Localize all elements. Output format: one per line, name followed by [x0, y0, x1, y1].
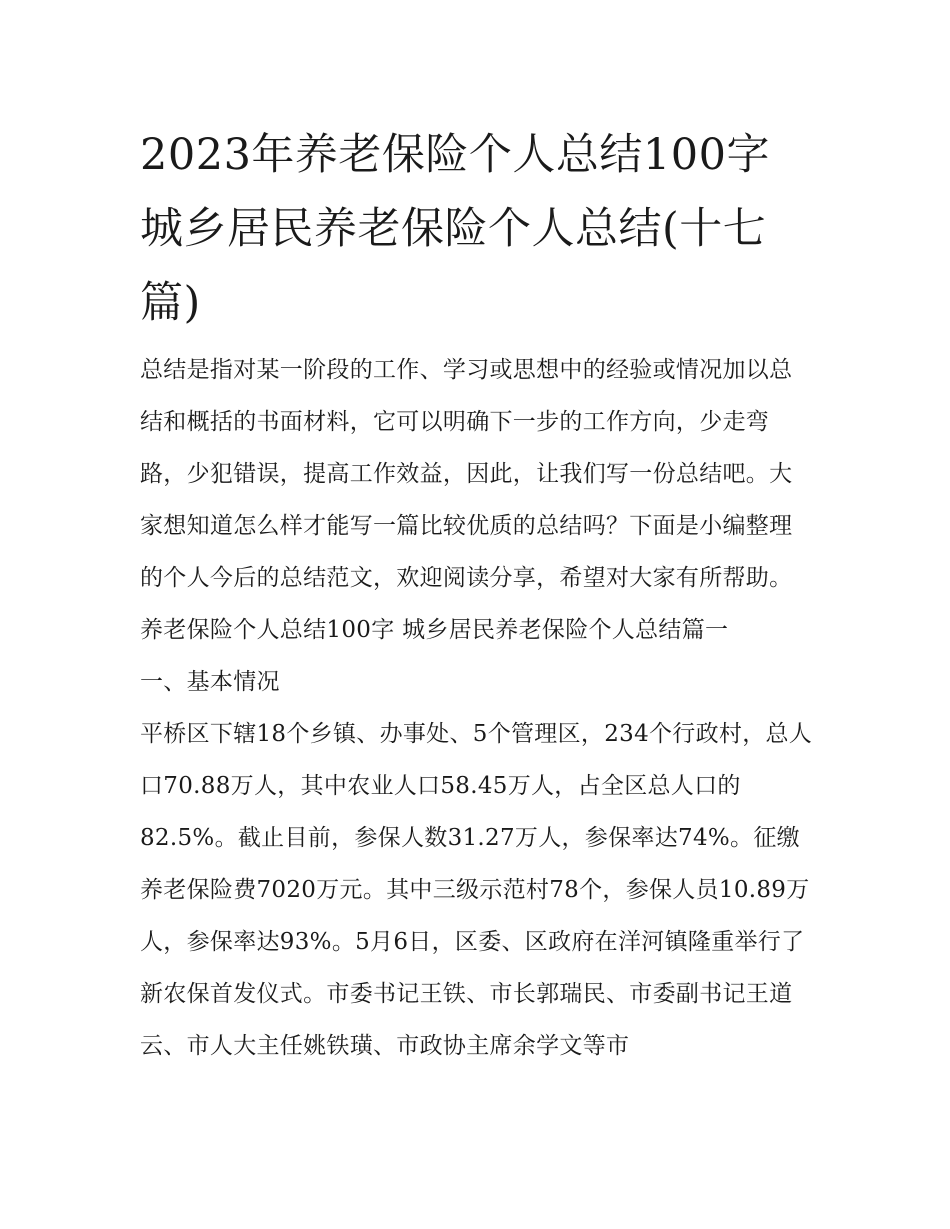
document-page: [140, 118, 815, 1072]
subsection-heading: 一、基本情况: [140, 669, 280, 695]
document-body: [140, 344, 815, 1072]
intro-paragraph: 总结是指对某一阶段的工作、学习或思想中的经验或情况加以总结和概括的书面材料，它可以明确下一步的工作方向，少走弯路，少犯错误，提高工作效益，因此，让我们写一份总结吧。大家想知道怎么样才能写一篇比较优质的总结吗？下面是小编整理的个人今后的总结范文，欢迎阅读分享，希望对大家有所帮助。: [140, 357, 793, 591]
document-title: 2023年养老保险个人总结100字 城乡居民养老保险个人总结(十七篇): [140, 130, 771, 328]
section-heading: 养老保险个人总结100字 城乡居民养老保险个人总结篇一: [140, 617, 729, 643]
body-paragraph: 平桥区下辖18个乡镇、办事处、5个管理区，234个行政村，总人口70.88万人，其中农业人口58.45万人，占全区总人口的82.5%。截止目前，参保人数31.27万人，参保率达74%。征缴养老保险费7020万元。其中三级示范村78个，参保人员10.89万人，参保率达93%。5月6日，区委、区政府在洋河镇隆重举行了新农保首发仪式。市委书记王铁、市长郭瑞民、市委副书记王道云、市人大主任姚铁璜、市政协主席余学文等市: [140, 721, 813, 1059]
